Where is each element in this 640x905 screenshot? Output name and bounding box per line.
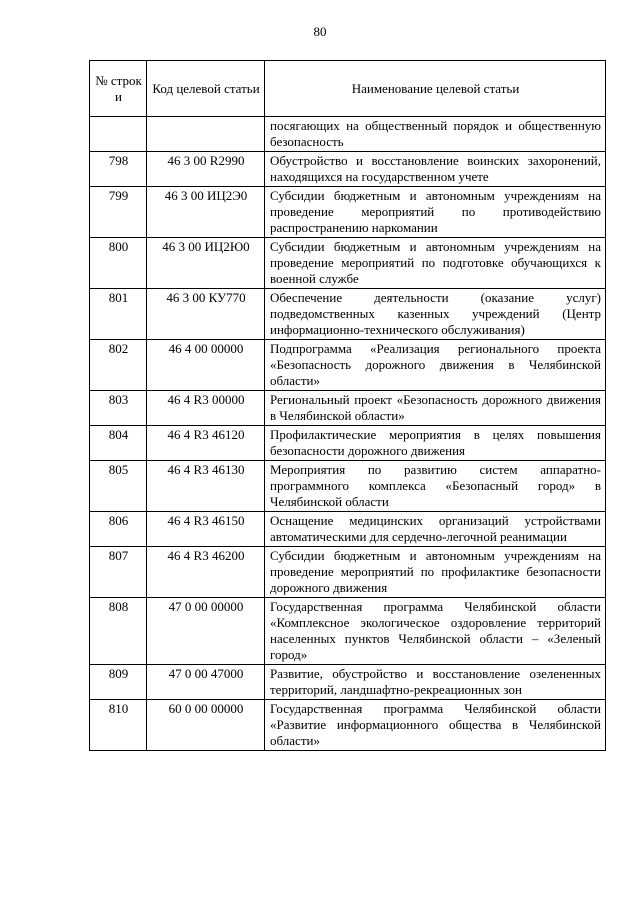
row-code: 47 0 00 00000 [147, 598, 265, 665]
row-code: 46 4 R3 46120 [147, 426, 265, 461]
row-code: 46 3 00 R2990 [147, 152, 265, 187]
row-code: 46 3 00 ИЦ2Э0 [147, 187, 265, 238]
row-name: Профилактические мероприятия в целях повышения безопасности дорожного движения [265, 426, 606, 461]
row-name: Обеспечение деятельности (оказание услуг) подведомственных казенных учреждений (Центр информационно-технического обслуживания) [265, 289, 606, 340]
row-number: 802 [90, 340, 147, 391]
table-row [90, 117, 606, 152]
row-number: 808 [90, 598, 147, 665]
table-row [90, 289, 606, 340]
row-code: 47 0 00 47000 [147, 665, 265, 700]
header-code: Код целевой статьи [147, 61, 265, 117]
row-code: 46 3 00 КУ770 [147, 289, 265, 340]
table-row [90, 426, 606, 461]
row-code [147, 117, 265, 152]
row-name: Развитие, обустройство и восстановление озелененных территорий, ландшафтно-рекреационных зон [265, 665, 606, 700]
table-row [90, 391, 606, 426]
row-number: 799 [90, 187, 147, 238]
row-name: Региональный проект «Безопасность дорожного движения в Челябинской области» [265, 391, 606, 426]
row-number: 798 [90, 152, 147, 187]
row-number: 803 [90, 391, 147, 426]
row-number: 800 [90, 238, 147, 289]
row-number [90, 117, 147, 152]
table-row [90, 340, 606, 391]
row-code: 46 4 00 00000 [147, 340, 265, 391]
row-name: Государственная программа Челябинской области «Комплексное экологическое оздоровление территорий населенных пунктов Челябинской области – «Зеленый город» [265, 598, 606, 665]
page-number: 80 [313, 24, 327, 39]
row-number: 805 [90, 461, 147, 512]
table-row [90, 461, 606, 512]
target-items-table [89, 60, 606, 751]
table-row [90, 152, 606, 187]
table-row [90, 665, 606, 700]
row-name: Мероприятия по развитию систем аппаратно-программного комплекса «Безопасный город» в Челябинской области [265, 461, 606, 512]
row-code: 46 4 R3 46200 [147, 547, 265, 598]
row-code: 46 3 00 ИЦ2Ю0 [147, 238, 265, 289]
table-row [90, 238, 606, 289]
row-number: 809 [90, 665, 147, 700]
table-row [90, 598, 606, 665]
row-number: 810 [90, 700, 147, 751]
row-name: посягающих на общественный порядок и общественную безопасность [265, 117, 606, 152]
table-header-row [90, 61, 606, 117]
row-code: 46 4 R3 46150 [147, 512, 265, 547]
row-name: Государственная программа Челябинской области «Развитие информационного общества в Челябинской области» [265, 700, 606, 751]
row-name: Субсидии бюджетным и автономным учреждениям на проведение мероприятий по противодействию распространению наркомании [265, 187, 606, 238]
row-code: 60 0 00 00000 [147, 700, 265, 751]
row-number: 806 [90, 512, 147, 547]
row-name: Подпрограмма «Реализация регионального проекта «Безопасность дорожного движения в Челябинской области» [265, 340, 606, 391]
table-row [90, 700, 606, 751]
row-name: Обустройство и восстановление воинских захоронений, находящихся на государственном учете [265, 152, 606, 187]
row-code: 46 4 R3 00000 [147, 391, 265, 426]
row-name: Оснащение медицинских организаций устройствами автоматическими для сердечно-легочной реанимации [265, 512, 606, 547]
table-row [90, 512, 606, 547]
table-row [90, 187, 606, 238]
row-code: 46 4 R3 46130 [147, 461, 265, 512]
header-row-number: № строк и [90, 61, 147, 117]
row-name: Субсидии бюджетным и автономным учреждениям на проведение мероприятий по профилактике безопасности дорожного движения [265, 547, 606, 598]
row-number: 807 [90, 547, 147, 598]
row-name: Субсидии бюджетным и автономным учреждениям на проведение мероприятий по подготовке обучающихся к военной службе [265, 238, 606, 289]
header-name: Наименование целевой статьи [265, 61, 606, 117]
row-number: 804 [90, 426, 147, 461]
row-number: 801 [90, 289, 147, 340]
table-row [90, 547, 606, 598]
